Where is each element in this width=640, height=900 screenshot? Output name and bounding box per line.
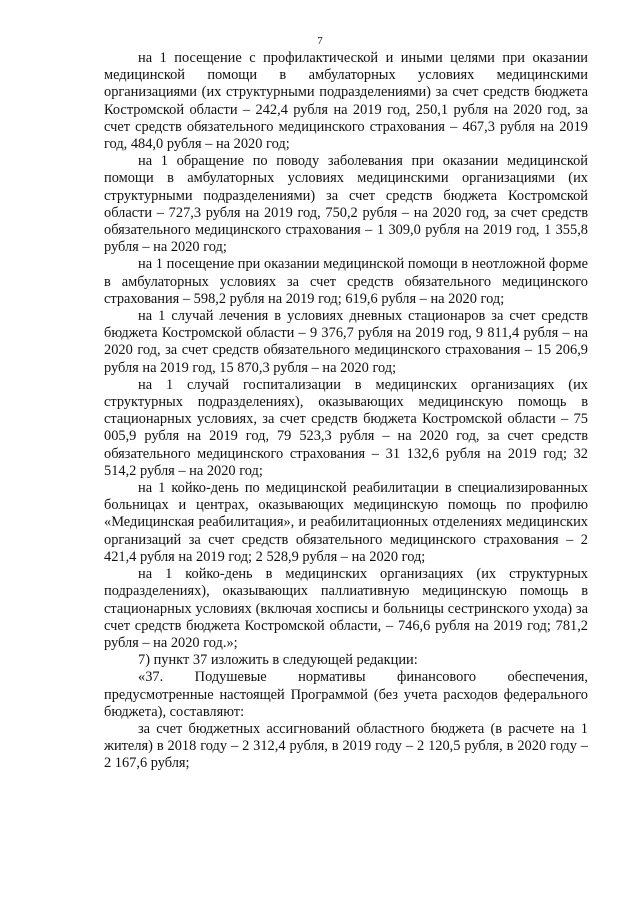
paragraph-visit-prophylactic: на 1 посещение с профилактической и иными целями при оказании медицинской помощи в амбулаторных условиях медицинскими организациями (их структурными подразделениями) за счет средств бюджета Костромской области – 242,4 рубля на 2019 год, 250,1 рубля на 2020 год, за счет средств обязательного медицинского страхования – 467,3 рубля на 2019 год, 484,0 рубля – на 2020 год;: [104, 50, 588, 153]
page-number: 7: [317, 35, 323, 47]
paragraph-hospitalization: на 1 случай госпитализации в медицинских организациях (их структурных подразделениях), оказывающих медицинскую помощь в стационарных условиях, за счет средств бюджета Костромской области – 75 005,9 рубля на 2019 год, 79 523,3 рубля – на 2020 год, за счет средств обязательного медицинского страхования – 31 132,6 рубля на 2019 год; 32 514,2 рубля – на 2020 год;: [104, 376, 588, 479]
paragraph-rehabilitation-bed-day: на 1 койко-день по медицинской реабилитации в специализированных больницах и центрах, оказывающих медицинскую помощь по профилю «Медицинская реабилитация», и реабилитационных отделениях медицинских организаций за счет средств обязательного медицинского страхования – 2 421,4 рубля на 2019 год; 2 528,9 рубля – на 2020 год;: [104, 480, 588, 565]
paragraph-regional-budget: за счет бюджетных ассигнований областного бюджета (в расчете на 1 жителя) в 2018 году – 2 312,4 рубля, в 2019 году – 2 120,5 рубля, в 2020 году – 2 167,6 рубля;: [104, 720, 588, 772]
paragraph-urgent-visit: на 1 посещение при оказании медицинской помощи в неотложной форме в амбулаторных условиях за счет средств обязательного медицинского страхования – 598,2 рубля на 2019 год; 619,6 рубля – на 2020 год;: [104, 256, 588, 307]
paragraph-item-7: 7) пункт 37 изложить в следующей редакции:: [138, 652, 418, 669]
paragraph-disease-appeal: на 1 обращение по поводу заболевания при оказании медицинской помощи в амбулаторных условиях медицинскими организациями (их структурными подразделениями) за счет средств бюджета Костромской области – 727,3 рубля на 2019 год, 750,2 рубля – на 2020 год, за счет средств обязательного медицинского страхования – 1 309,0 рубля на 2019 год, 1 355,8 рубля – на 2020 год;: [104, 153, 588, 256]
paragraph-day-hospital: на 1 случай лечения в условиях дневных стационаров за счет средств бюджета Костромской области – 9 376,7 рубля на 2019 год, 9 811,4 рубля – на 2020 год, за счет средств обязательного медицинского страхования – 15 206,9 рубля на 2019 год, 15 870,3 рубля – на 2020 год;: [104, 308, 588, 376]
document-body: [104, 50, 588, 773]
paragraph-palliative-bed-day: на 1 койко-день в медицинских организациях (их структурных подразделениях), оказывающих паллиативную медицинскую помощь в стационарных условиях (включая хосписы и больницы сестринского ухода) за счет средств бюджета Костромской области, – 746,6 рубля на 2019 год; 781,2 рубля – на 2020 год.»;: [104, 566, 588, 651]
paragraph-clause-37: «37. Подушевые нормативы финансового обеспечения, предусмотренные настоящей Программой (без учета расходов федерального бюджета), составляют:: [104, 669, 588, 720]
